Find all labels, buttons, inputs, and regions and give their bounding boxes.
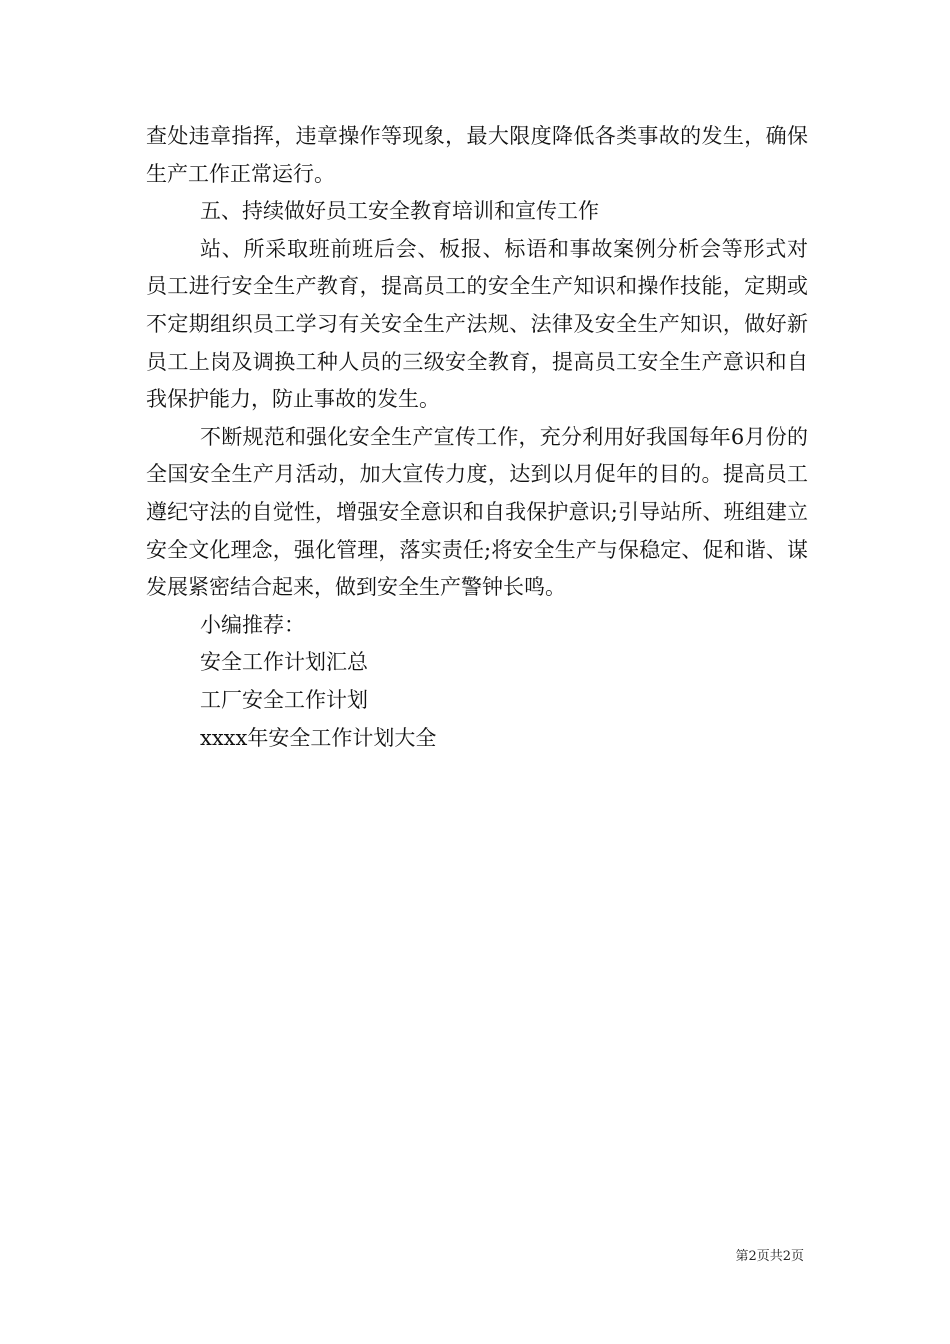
section-heading-5: 五、持续做好员工安全教育培训和宣传工作 xyxy=(200,199,599,224)
page-number: 第2页共2页 xyxy=(735,1249,804,1264)
recommend-link[interactable]: 安全工作计划汇总 xyxy=(200,650,368,675)
paragraph-continuation: 查处违章指挥，违章操作等现象，最大限度降低各类事故的发生，确保生产工作正常运行。 xyxy=(146,124,808,186)
paragraph-safety-publicity: 不断规范和强化安全生产宣传工作，充分利用好我国每年6月份的全国安全生产月活动，加大宣传力度，达到以月促年的目的。提高员工遵纪守法的自觉性，增强安全意识和自我保护意识;引导站所、班组建立安全文化理念，强化管理，落实责任;将安全生产与保稳定、促和谐、谋发展紧密结合起来，做到安全生产警钟长鸣。 xyxy=(146,424,808,600)
recommend-link[interactable]: xxxx年安全工作计划大全 xyxy=(200,725,437,750)
recommend-label: 小编推荐： xyxy=(200,612,305,637)
recommend-link[interactable]: 工厂安全工作计划 xyxy=(200,687,368,712)
document-body xyxy=(146,118,808,757)
paragraph-safety-education: 站、所采取班前班后会、板报、标语和事故案例分析会等形式对员工进行安全生产教育，提高员工的安全生产知识和操作技能，定期或不定期组织员工学习有关安全生产法规、法律及安全生产知识，做好新员工上岗及调换工种人员的三级安全教育，提高员工安全生产意识和自我保护能力，防止事故的发生。 xyxy=(146,236,808,412)
recommend-section xyxy=(146,607,808,757)
